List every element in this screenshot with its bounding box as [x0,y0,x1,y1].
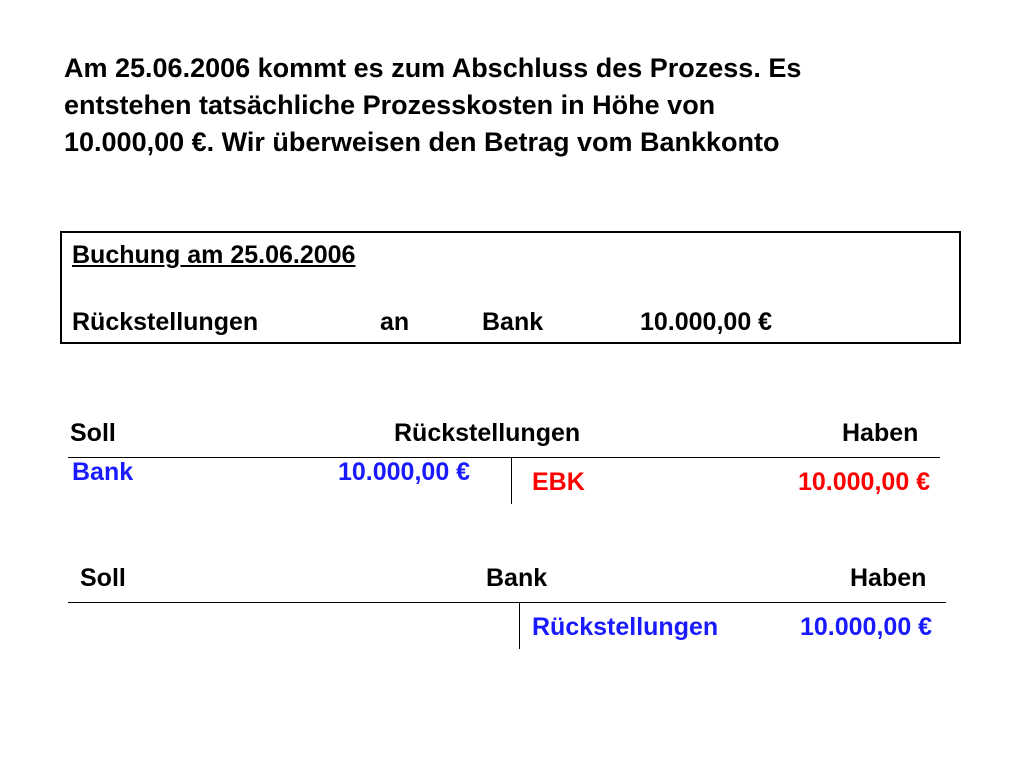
account-1-haben-entry-label: EBK [532,468,585,496]
account-1-soll-entry-amount: 10.000,00 € [338,458,471,486]
account-2-haben-label: Haben [850,564,927,592]
booking-amount: 10.000,00 € [640,308,773,336]
booking-connector: an [380,308,410,336]
intro-line-3: 10.000,00 €. Wir überweisen den Betrag vom Bankkonto [64,127,780,157]
account-2-haben-entry-label: Rückstellungen [532,613,719,641]
account-1-soll-entry-label: Bank [72,458,134,486]
account-1-top-line [68,457,940,458]
account-2-divider [519,602,520,649]
account-2-title: Bank [486,564,548,592]
intro-line-1: Am 25.06.2006 kommt es zum Abschluss des Prozess. Es [64,53,802,83]
account-1-haben-entry-amount: 10.000,00 € [798,468,931,496]
account-2-haben-entry-amount: 10.000,00 € [800,613,933,641]
account-1-soll-label: Soll [70,419,116,447]
account-2-soll-label: Soll [80,564,126,592]
intro-text [64,50,801,161]
account-1-haben-label: Haben [842,419,919,447]
booking-credit-account: Bank [482,308,544,336]
booking-heading: Buchung am 25.06.2006 [72,241,356,269]
account-1-title: Rückstellungen [394,419,581,447]
booking-box [60,231,961,344]
account-1-divider [511,457,512,504]
account-2-top-line [68,602,946,603]
intro-line-2: entstehen tatsächliche Prozesskosten in Höhe von [64,90,716,120]
booking-debit-account: Rückstellungen [72,308,259,336]
